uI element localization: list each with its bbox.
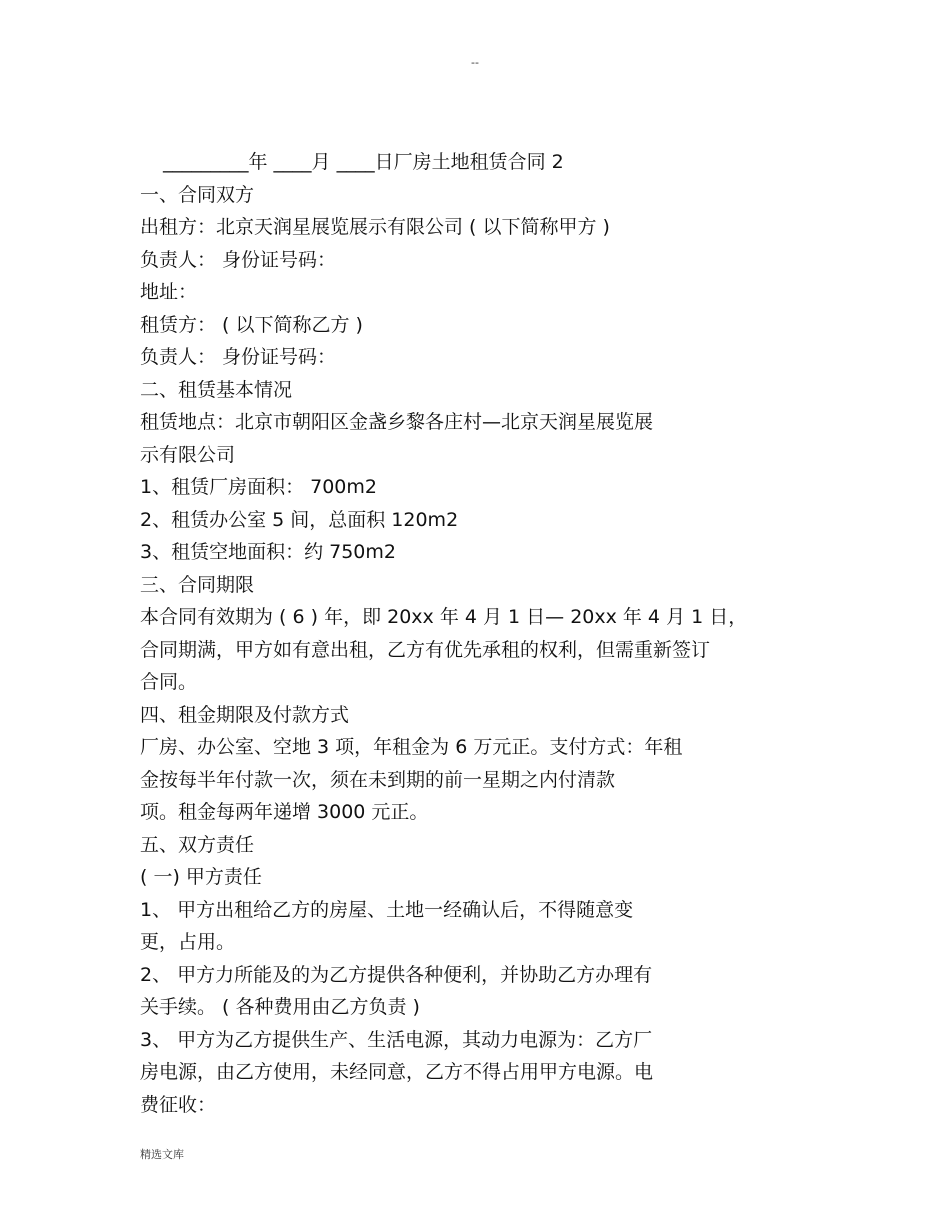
text-line: 五、双方责任 (140, 833, 255, 856)
text-line: 3、租赁空地面积：约 750m2 (140, 541, 396, 563)
page-header-mark: -- (471, 56, 479, 69)
text-line: 一、合同双方 (140, 183, 255, 206)
text-line: 房电源，由乙方使用，未经同意，乙方不得占用甲方电源。电 (140, 1061, 654, 1083)
text-line: 3、 甲方为乙方提供生产、生活电源，其动力电源为：乙方厂 (140, 1028, 653, 1051)
text-line: 示有限公司 (140, 443, 236, 466)
page-footer-mark: 精选文库 (140, 1148, 184, 1161)
text-line: 项。租金每两年递增 3000 元正。 (140, 801, 429, 823)
text-line: 本合同有效期为 ( 6 ) 年，即 20xx 年 4 月 1 日— 20xx 年 4 月 1 日， (140, 606, 748, 628)
text-line: 更，占用。 (140, 931, 236, 953)
text-line: ( 一) 甲方责任 (140, 866, 262, 888)
text-line: 厂房、办公室、空地 3 项，年租金为 6 万元正。支付方式：年租 (140, 736, 683, 758)
text-line: 三、合同期限 (140, 573, 255, 596)
text-line: 出租方：北京天润星展览展示有限公司 ( 以下简称甲方 ) (140, 216, 610, 238)
text-line: 地址： (140, 281, 198, 303)
text-line: 合同。 (140, 671, 198, 693)
document-title: _________年 ____月 ____日厂房土地租赁合同 2 (163, 151, 564, 173)
text-line: 租赁方： ( 以下简称乙方 ) (140, 313, 363, 336)
contract-body (140, 146, 820, 1121)
text-line: 金按每半年付款一次，须在未到期的前一星期之内付清款 (140, 768, 616, 791)
text-line: 1、 甲方出租给乙方的房屋、土地一经确认后，不得随意变 (140, 898, 634, 921)
text-line: 1、租赁厂房面积： 700m2 (140, 476, 377, 498)
text-line: 四、租金期限及付款方式 (140, 703, 350, 726)
text-line: 关手续。 ( 各种费用由乙方负责 ) (140, 996, 420, 1018)
text-line: 合同期满，甲方如有意出租，乙方有优先承租的权利，但需重新签订 (140, 638, 711, 661)
text-line: 费征收： (140, 1093, 217, 1116)
text-line: 负责人： 身份证号码： (140, 346, 337, 368)
text-line: 2、租赁办公室 5 间，总面积 120m2 (140, 508, 459, 531)
text-line: 2、 甲方力所能及的为乙方提供各种便利，并协助乙方办理有 (140, 963, 653, 986)
text-line: 二、租赁基本情况 (140, 378, 293, 401)
text-line: 负责人： 身份证号码： (140, 248, 337, 271)
text-line: 租赁地点：北京市朝阳区金盏乡黎各庄村—北京天润星展览展 (140, 411, 654, 433)
